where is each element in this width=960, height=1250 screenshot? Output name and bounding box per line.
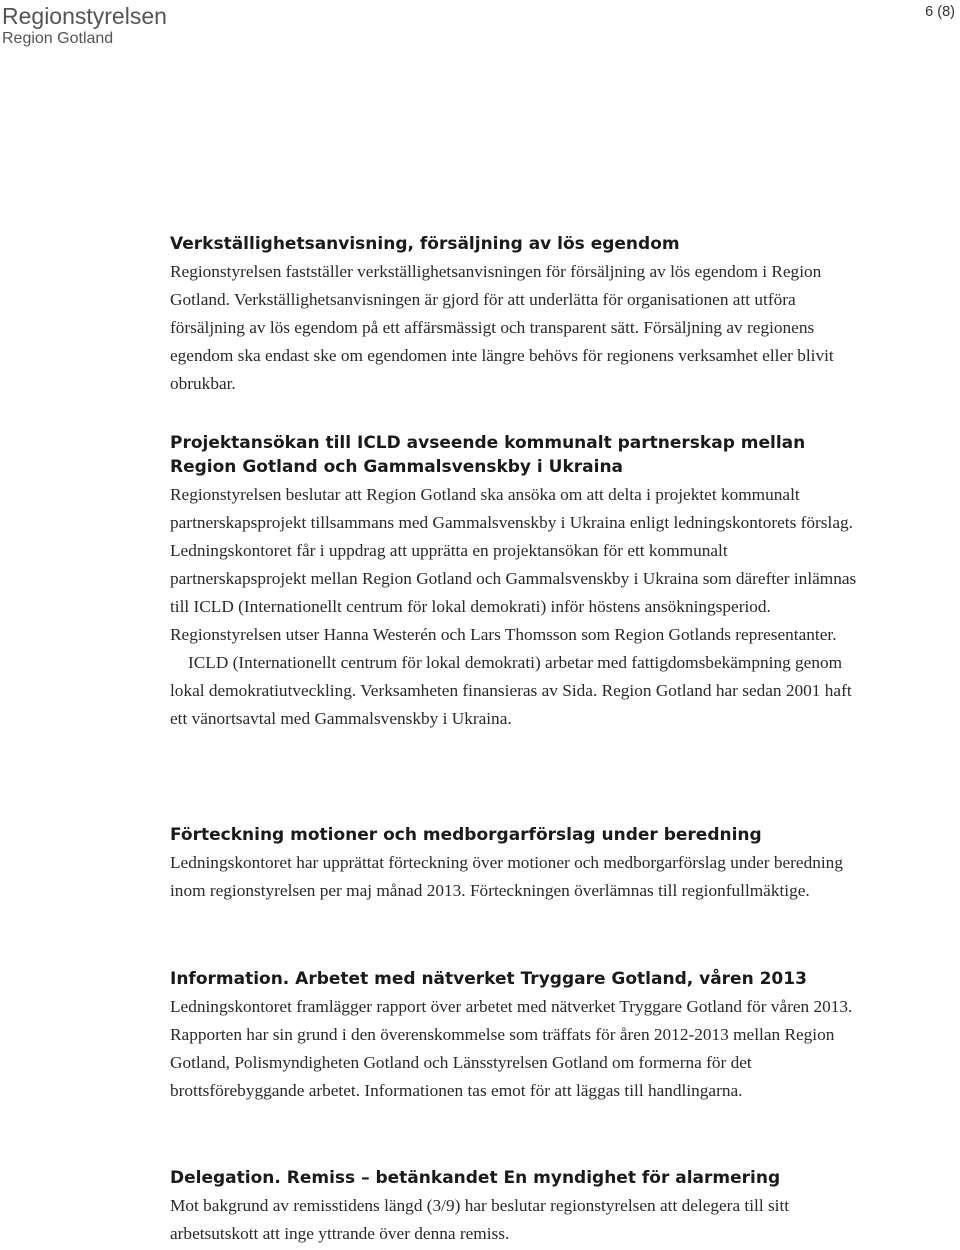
section-paragraph: Regionstyrelsen fastställer verkställighetsanvisningen för försäljning av lös egendom i Region Gotland. Verkställighetsanvisningen är gjord för att underlätta för organisationen att utföra försäljning av lös egendom på ett affärsmässigt och transparent sätt. Försäljning av regionens egendom ska endast ske om egendomen inte längre behövs för regionens verksamhet eller blivit obrukbar. (170, 262, 834, 393)
section-information-tryggare-gotland (170, 967, 860, 1105)
section-paragraph: Regionstyrelsen beslutar att Region Gotland ska ansöka om att delta i projektet kommunalt partnerskapsprojekt tillsammans med Gammalsvenskby i Ukraina enligt ledningskontorets förslag. Ledningskontoret får i uppdrag att upprätta en projektansökan för ett kommunalt partnerskapsprojekt mellan Region Gotland och Gammalsvenskby i Ukraina som därefter inlämnas till ICLD (Internationellt centrum för lokal demokrati) inför höstens ansökningsperiod. Regionstyrelsen utser Hanna Westerén och Lars Thomsson som Region Gotlands representanter. (170, 485, 857, 644)
section-paragraph: Mot bakgrund av remisstidens längd (3/9) har beslutar regionstyrelsen att delegera till sitt arbetsutskott att inge yttrande över denna remiss. (170, 1196, 790, 1243)
section-heading: Verkställighetsanvisning, försäljning av lös egendom (170, 234, 680, 254)
section-paragraph: ICLD (Internationellt centrum för lokal demokrati) arbetar med fattigdomsbekämpning genom lokal demokratiutveckling. Verksamheten finansieras av Sida. Region Gotland har sedan 2001 haft ett vänortsavtal med Gammalsvenskby i Ukraina. (170, 653, 852, 728)
section-heading: Delegation. Remiss – betänkandet En myndighet för alarmering (170, 1168, 781, 1188)
section-heading: Information. Arbetet med nätverket Tryggare Gotland, våren 2013 (170, 969, 807, 989)
section-paragraph: Ledningskontoret framlägger rapport över arbetet med nätverket Tryggare Gotland för våren 2013. Rapporten har sin grund i den överenskommelse som träffats för åren 2012-2013 mellan Region Gotland, Polismyndigheten Gotland och Länsstyrelsen Gotland om formerna för det brottsförebyggande arbetet. Informationen tas emot för att läggas till handlingarna. (170, 997, 853, 1100)
section-heading: Projektansökan till ICLD avseende kommunalt partnerskap mellan Region Gotland och Gammalsvenskby i Ukraina (170, 433, 806, 477)
section-paragraph: Ledningskontoret har upprättat förteckning över motioner och medborgarförslag under beredning inom regionstyrelsen per maj månad 2013. Förteckningen överlämnas till regionfullmäktige. (170, 853, 843, 900)
header-organization: Regionstyrelsen (2, 3, 167, 29)
section-forteckning-motioner (170, 823, 860, 905)
section-delegation-remiss (170, 1166, 860, 1248)
section-projektansokan-icld (170, 431, 860, 733)
page-number: 6 (8) (925, 4, 955, 20)
header-subtitle: Region Gotland (2, 30, 114, 47)
section-verkstallighetsanvisning (170, 232, 860, 398)
section-heading: Förteckning motioner och medborgarförslag under beredning (170, 825, 762, 845)
